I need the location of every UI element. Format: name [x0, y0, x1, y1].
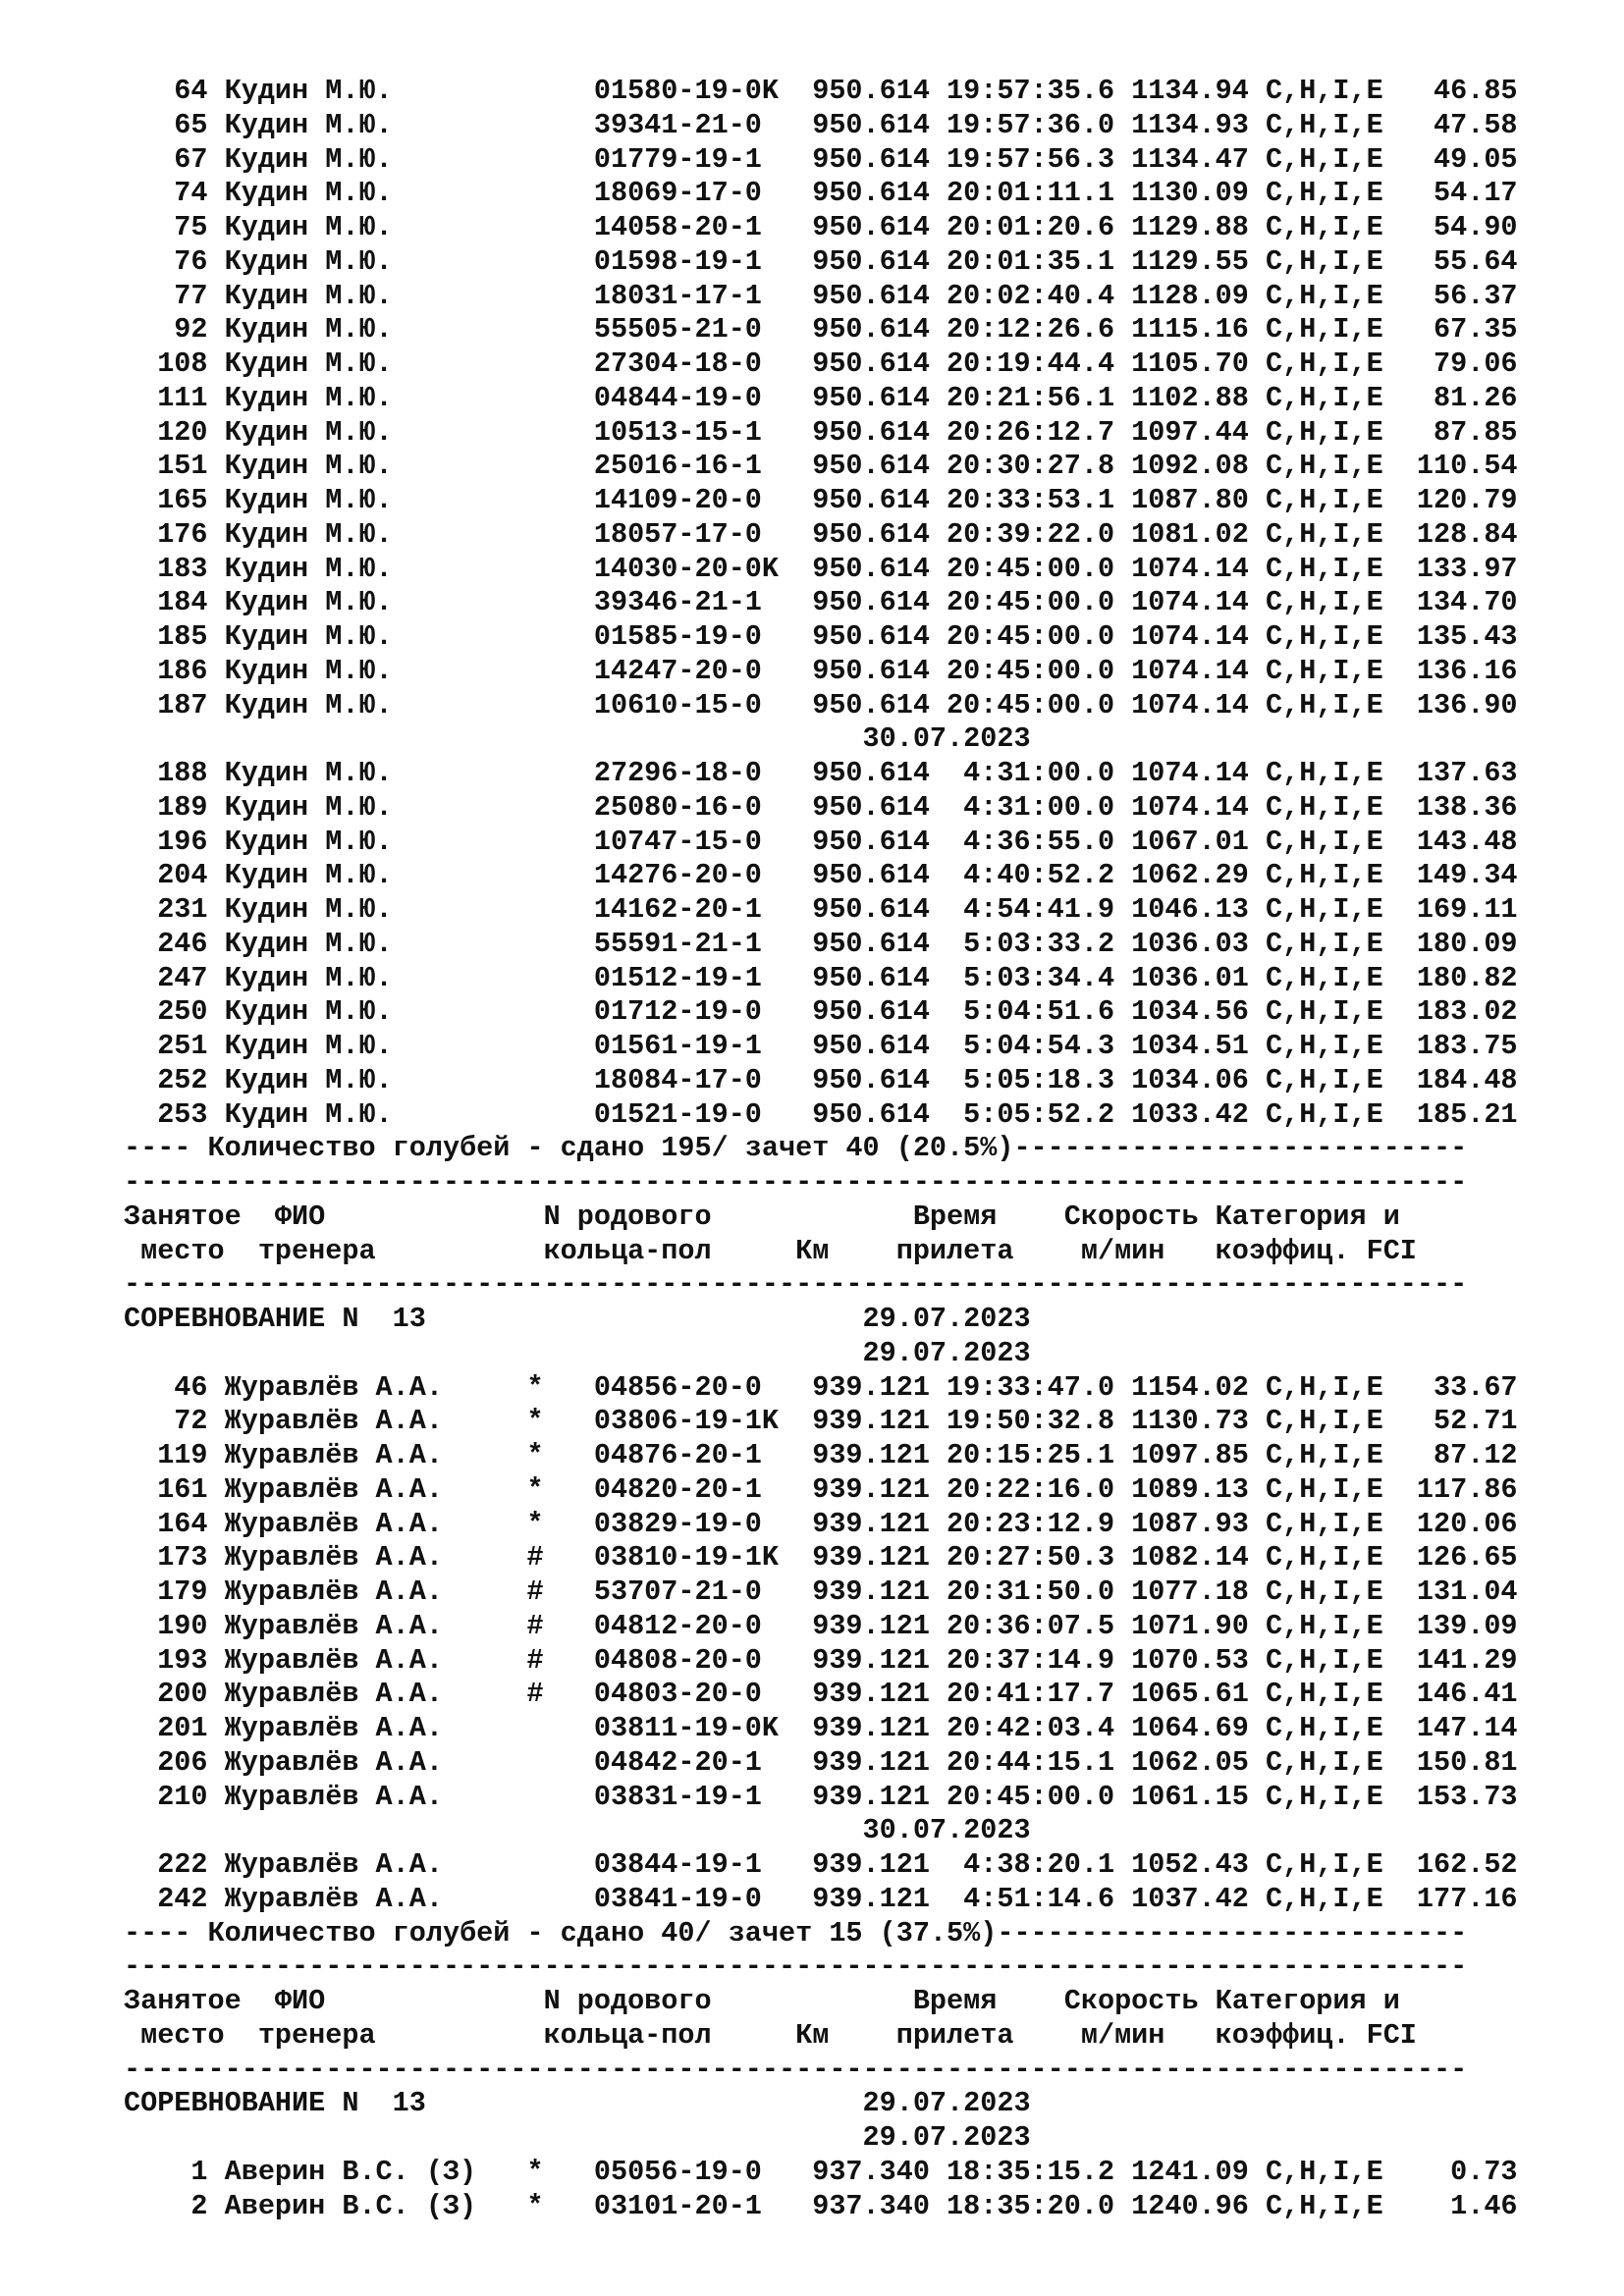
report-line: СОРЕВНОВАНИЕ N 13 29.07.2023: [124, 1303, 1031, 1335]
report-line: 201 Журавлёв А.А. 03811-19-0K 939.121 20:42:03.4 1064.69 C,H,I,E 147.14: [124, 1712, 1518, 1744]
report-line: 161 Журавлёв А.А. * 04820-20-1 939.121 20:22:16.0 1089.13 C,H,I,E 117.86: [124, 1472, 1518, 1506]
report-line: Занятое ФИО N родового Время Скорость Категория и: [124, 1985, 1400, 2017]
report-line: 204 Кудин М.Ю. 14276-20-0 950.614 4:40:52.2 1062.29 C,H,I,E 149.34: [124, 859, 1518, 892]
report-line: 251 Кудин М.Ю. 01561-19-1 950.614 5:04:54.3 1034.51 C,H,I,E 183.75: [124, 1030, 1518, 1062]
report-line: 67 Кудин М.Ю. 01779-19-1 950.614 19:57:56.3 1134.47 C,H,I,E 49.05: [124, 142, 1518, 176]
report-line: 76 Кудин М.Ю. 01598-19-1 950.614 20:01:35.1 1129.55 C,H,I,E 55.64: [124, 244, 1518, 278]
report-line: 246 Кудин М.Ю. 55591-21-1 950.614 5:03:33.2 1036.03 C,H,I,E 180.09: [124, 927, 1518, 960]
report-line: 30.07.2023: [124, 1814, 1031, 1847]
report-line: 108 Кудин М.Ю. 27304-18-0 950.614 20:19:44.4 1105.70 C,H,I,E 79.06: [124, 347, 1518, 380]
report-line: --------------------------------------------------------------------------------: [124, 2053, 1468, 2086]
report-line: ---- Количество голубей - сдано 195/ зачет 40 (20.5%)---------------------------: [124, 1132, 1468, 1165]
report-line: 74 Кудин М.Ю. 18069-17-0 950.614 20:01:11.1 1130.09 C,H,I,E 54.17: [124, 177, 1518, 210]
report-line: 247 Кудин М.Ю. 01512-19-1 950.614 5:03:34.4 1036.01 C,H,I,E 180.82: [124, 961, 1518, 994]
report-line: 242 Журавлёв А.А. 03841-19-0 939.121 4:51:14.6 1037.42 C,H,I,E 177.16: [124, 1882, 1518, 1915]
report-line: 231 Кудин М.Ю. 14162-20-1 950.614 4:54:41.9 1046.13 C,H,I,E 169.11: [124, 893, 1518, 926]
report-line: --------------------------------------------------------------------------------: [124, 1268, 1468, 1302]
report-line: 75 Кудин М.Ю. 14058-20-1 950.614 20:01:20.6 1129.88 C,H,I,E 54.90: [124, 211, 1518, 243]
report-line: 193 Журавлёв А.А. # 04808-20-0 939.121 20:37:14.9 1070.53 C,H,I,E 141.29: [124, 1643, 1518, 1677]
report-line: 165 Кудин М.Ю. 14109-20-0 950.614 20:33:53.1 1087.80 C,H,I,E 120.79: [124, 484, 1518, 516]
report-line: 189 Кудин М.Ю. 25080-16-0 950.614 4:31:00.0 1074.14 C,H,I,E 138.36: [124, 790, 1518, 824]
report-line: 206 Журавлёв А.А. 04842-20-1 939.121 20:44:15.1 1062.05 C,H,I,E 150.81: [124, 1745, 1518, 1779]
report-line: --------------------------------------------------------------------------------: [124, 1950, 1468, 1984]
report-line: 77 Кудин М.Ю. 18031-17-1 950.614 20:02:40.4 1128.09 C,H,I,E 56.37: [124, 279, 1518, 312]
report-line: 187 Кудин М.Ю. 10610-15-0 950.614 20:45:00.0 1074.14 C,H,I,E 136.90: [124, 688, 1518, 721]
report-line: 1 Аверин В.С. (З) * 05056-19-0 937.340 18:35:15.2 1241.09 C,H,I,E 0.73: [124, 2155, 1518, 2188]
report-line: место тренера кольца-пол Км прилета м/мин коэффиц. FCI: [124, 1234, 1417, 1267]
report-line: 65 Кудин М.Ю. 39341-21-0 950.614 19:57:36.0 1134.93 C,H,I,E 47.58: [124, 108, 1518, 141]
report-line: 164 Журавлёв А.А. * 03829-19-0 939.121 20:23:12.9 1087.93 C,H,I,E 120.06: [124, 1507, 1518, 1540]
results-printout: [124, 75, 1518, 2223]
report-line: 46 Журавлёв А.А. * 04856-20-0 939.121 19:33:47.0 1154.02 C,H,I,E 33.67: [124, 1370, 1518, 1404]
report-line: 29.07.2023: [124, 1336, 1031, 1369]
report-line: 200 Журавлёв А.А. # 04803-20-0 939.121 20:41:17.7 1065.61 C,H,I,E 146.41: [124, 1678, 1518, 1711]
report-line: 30.07.2023: [124, 722, 1031, 756]
report-line: 111 Кудин М.Ю. 04844-19-0 950.614 20:21:56.1 1102.88 C,H,I,E 81.26: [124, 381, 1518, 414]
report-line: 120 Кудин М.Ю. 10513-15-1 950.614 20:26:12.7 1097.44 C,H,I,E 87.85: [124, 415, 1518, 449]
report-line: 72 Журавлёв А.А. * 03806-19-1K 939.121 19:50:32.8 1130.73 C,H,I,E 52.71: [124, 1405, 1518, 1438]
report-line: 2 Аверин В.С. (З) * 03101-20-1 937.340 18:35:20.0 1240.96 C,H,I,E 1.46: [124, 2189, 1518, 2222]
report-line: 252 Кудин М.Ю. 18084-17-0 950.614 5:05:18.3 1034.06 C,H,I,E 184.48: [124, 1063, 1518, 1096]
report-line: --------------------------------------------------------------------------------: [124, 1166, 1468, 1199]
report-line: 250 Кудин М.Ю. 01712-19-0 950.614 5:04:51.6 1034.56 C,H,I,E 183.02: [124, 995, 1518, 1029]
report-line: 173 Журавлёв А.А. # 03810-19-1K 939.121 20:27:50.3 1082.14 C,H,I,E 126.65: [124, 1541, 1518, 1575]
report-line: 253 Кудин М.Ю. 01521-19-0 950.614 5:05:52.2 1033.42 C,H,I,E 185.21: [124, 1097, 1518, 1131]
report-line: 188 Кудин М.Ю. 27296-18-0 950.614 4:31:00.0 1074.14 C,H,I,E 137.63: [124, 757, 1518, 789]
report-line: Занятое ФИО N родового Время Скорость Категория и: [124, 1200, 1400, 1233]
report-line: 185 Кудин М.Ю. 01585-19-0 950.614 20:45:00.0 1074.14 C,H,I,E 135.43: [124, 620, 1518, 653]
report-line: СОРЕВНОВАНИЕ N 13 29.07.2023: [124, 2087, 1031, 2120]
report-line: 29.07.2023: [124, 2121, 1031, 2154]
report-line: 184 Кудин М.Ю. 39346-21-1 950.614 20:45:00.0 1074.14 C,H,I,E 134.70: [124, 586, 1518, 619]
report-line: 190 Журавлёв А.А. # 04812-20-0 939.121 20:36:07.5 1071.90 C,H,I,E 139.09: [124, 1609, 1518, 1642]
report-line: 151 Кудин М.Ю. 25016-16-1 950.614 20:30:27.8 1092.08 C,H,I,E 110.54: [124, 450, 1518, 483]
report-line: 119 Журавлёв А.А. * 04876-20-1 939.121 20:15:25.1 1097.85 C,H,I,E 87.12: [124, 1439, 1518, 1471]
report-line: 179 Журавлёв А.А. # 53707-21-0 939.121 20:31:50.0 1077.18 C,H,I,E 131.04: [124, 1575, 1518, 1608]
report-line: 92 Кудин М.Ю. 55505-21-0 950.614 20:12:26.6 1115.16 C,H,I,E 67.35: [124, 313, 1518, 347]
report-line: ---- Количество голубей - сдано 40/ зачет 15 (37.5%)----------------------------: [124, 1916, 1468, 1949]
report-line: место тренера кольца-пол Км прилета м/мин коэффиц. FCI: [124, 2018, 1417, 2052]
report-line: 64 Кудин М.Ю. 01580-19-0K 950.614 19:57:35.6 1134.94 C,H,I,E 46.85: [124, 75, 1518, 107]
report-line: 176 Кудин М.Ю. 18057-17-0 950.614 20:39:22.0 1081.02 C,H,I,E 128.84: [124, 517, 1518, 551]
report-line: 222 Журавлёв А.А. 03844-19-1 939.121 4:38:20.1 1052.43 C,H,I,E 162.52: [124, 1848, 1518, 1881]
report-line: 183 Кудин М.Ю. 14030-20-0K 950.614 20:45:00.0 1074.14 C,H,I,E 133.97: [124, 552, 1518, 585]
report-line: 210 Журавлёв А.А. 03831-19-1 939.121 20:45:00.0 1061.15 C,H,I,E 153.73: [124, 1780, 1518, 1813]
report-line: 196 Кудин М.Ю. 10747-15-0 950.614 4:36:55.0 1067.01 C,H,I,E 143.48: [124, 825, 1518, 858]
report-line: 186 Кудин М.Ю. 14247-20-0 950.614 20:45:00.0 1074.14 C,H,I,E 136.16: [124, 654, 1518, 687]
